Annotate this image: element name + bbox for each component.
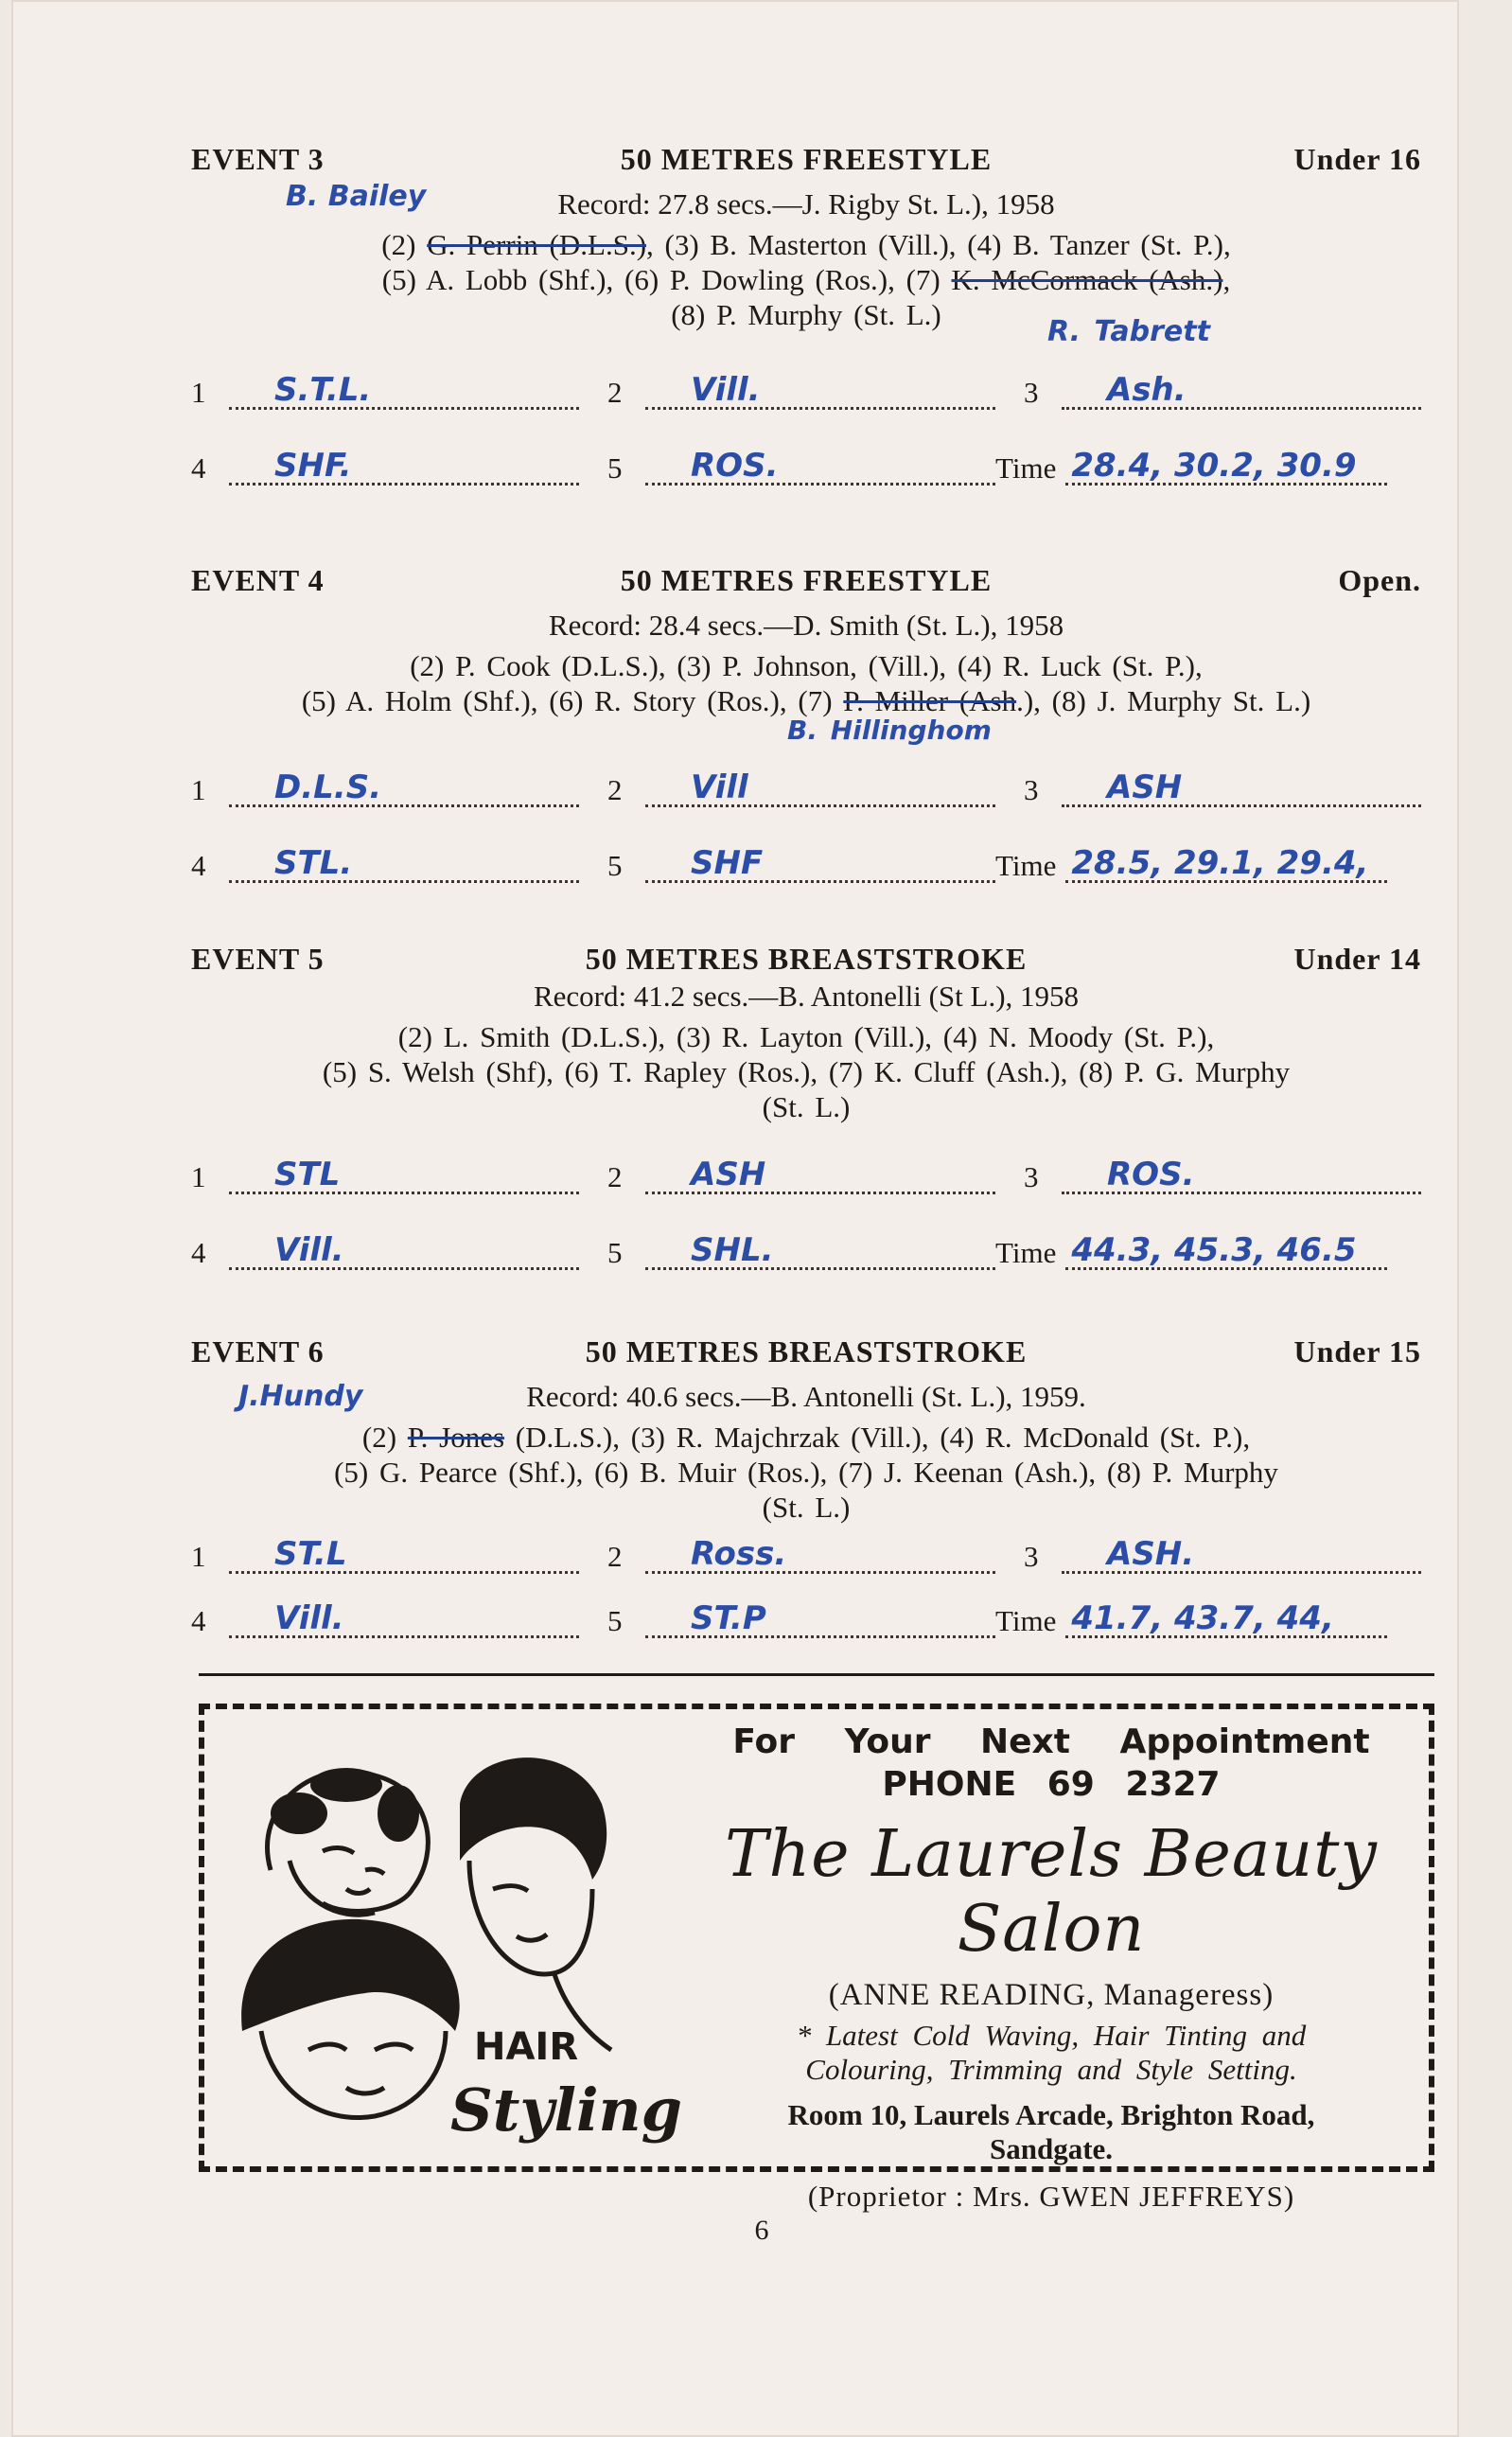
event-age-group: Under 14 — [1293, 942, 1421, 976]
event-age-group: Under 15 — [1293, 1334, 1421, 1369]
entrant-list — [191, 648, 1421, 746]
place-5-result: SHF — [691, 844, 764, 882]
entrant-line: (2) G. Perrin (D.L.S.), (3) B. Masterton (Vill.), (4) B. Tanzer (St. P.), — [381, 228, 1231, 261]
event-title: 50 METRES FREESTYLE — [620, 142, 993, 176]
event-number: EVENT 4 — [191, 563, 325, 597]
entrant-line: (2) P. Jones (D.L.S.), (3) R. Majchrzak (Vill.), (4) R. McDonald (St. P.), — [361, 1421, 1251, 1454]
entrant-line: (5) A. Lobb (Shf.), (6) P. Dowling (Ros.), (7) K. McCormack (Ash.), — [381, 263, 1231, 296]
ad-address: Room 10, Laurels Arcade, Brighton Road, Sandgate. — [787, 2098, 1315, 2165]
place-1-result: STL — [274, 1156, 341, 1193]
event-age-group: Open. — [1338, 563, 1421, 597]
event-6 — [191, 1334, 1421, 1655]
times-result: 28.4, 30.2, 30.9 — [1071, 447, 1357, 485]
place-3: 3 ROS. — [1024, 1156, 1421, 1194]
event-3 — [191, 142, 1421, 503]
divider-rule — [199, 1673, 1434, 1676]
program-page — [11, 0, 1459, 2437]
place-5-result: ROS. — [691, 447, 779, 485]
handwritten-correction: R. Tabrett — [1047, 315, 1210, 348]
ad-salon-name: The Laurels Beauty Salon — [725, 1817, 1378, 1967]
place-3: 3 ASH — [1024, 768, 1421, 807]
results-row-bottom — [191, 1591, 1421, 1655]
times-result: 44.3, 45.3, 46.5 — [1071, 1231, 1357, 1269]
event-number: EVENT 3 — [191, 142, 325, 176]
ad-heading: For Your Next Appointment — [732, 1722, 1370, 1761]
entrant-line: (8) P. Murphy (St. L.) R. Tabrett — [671, 298, 1210, 348]
hair-styling-illustration — [233, 1747, 682, 2145]
event-record: Record: 28.4 secs.—D. Smith (St. L.), 1958 — [548, 609, 1064, 642]
place-2-result: Vill. — [691, 371, 761, 409]
place-2: 2 Ross. — [607, 1535, 995, 1574]
results-row-bottom — [191, 824, 1421, 900]
entrant-line: (2) L. Smith (D.L.S.), (3) R. Layton (Vill.), (4) N. Moody (St. P.), — [397, 1020, 1215, 1053]
place-5-result: ST.P — [691, 1599, 766, 1637]
place-1: 1 ST.L — [191, 1535, 579, 1574]
times-result: 28.5, 29.1, 29.4, — [1071, 844, 1369, 882]
advertisement-text — [677, 1717, 1425, 2214]
correction-line — [191, 715, 1421, 746]
winning-times: Time 28.5, 29.1, 29.4, — [995, 844, 1387, 883]
struck-entrant: P. Jones — [407, 1421, 505, 1454]
place-1-result: S.T.L. — [274, 371, 372, 409]
ad-proprietor: (Proprietor : Mrs. GWEN JEFFREYS) — [807, 2180, 1295, 2213]
place-5-result: SHL. — [691, 1231, 774, 1269]
place-4: 4 Vill. — [191, 1231, 579, 1270]
place-2: 2 Vill. — [607, 371, 995, 410]
entrant-line: (St. L.) — [762, 1491, 851, 1524]
place-1: 1 D.L.S. — [191, 768, 579, 807]
entrant-list — [191, 1420, 1421, 1525]
event-number: EVENT 6 — [191, 1334, 325, 1369]
place-3-result: ASH — [1107, 768, 1183, 806]
struck-entrant: K. McCormack (Ash.) — [951, 263, 1223, 296]
place-2-result: Ross. — [691, 1535, 787, 1573]
event-5 — [191, 942, 1421, 1287]
entrant-line: (5) S. Welsh (Shf), (6) T. Rapley (Ros.), (7) K. Cluff (Ash.), (8) P. G. Murphy — [322, 1055, 1291, 1088]
place-5: 5 SHL. — [607, 1231, 995, 1270]
place-2: 2 ASH — [607, 1156, 995, 1194]
event-record — [191, 1380, 1421, 1420]
winning-times: Time 28.4, 30.2, 30.9 — [995, 447, 1387, 486]
entrant-list — [191, 227, 1421, 348]
event-record — [191, 180, 1421, 227]
place-5: 5 ST.P — [607, 1599, 995, 1638]
event-age-group: Under 16 — [1293, 142, 1421, 176]
place-1: 1 STL — [191, 1156, 579, 1194]
struck-entrant: G. Perrin (D.L.S.) — [427, 228, 647, 261]
place-3: 3 Ash. — [1024, 371, 1421, 410]
place-4-result: STL. — [274, 844, 353, 882]
place-5: 5 ROS. — [607, 447, 995, 486]
ad-phone: PHONE 69 2327 — [882, 1765, 1221, 1804]
event-header — [191, 942, 1421, 980]
place-3-result: ROS. — [1107, 1156, 1195, 1193]
times-result: 41.7, 43.7, 44, — [1071, 1599, 1334, 1637]
art-hair-label: HAIR — [474, 2025, 579, 2069]
salon-advertisement — [199, 1704, 1434, 2213]
place-2-result: ASH — [691, 1156, 766, 1193]
event-title: 50 METRES FREESTYLE — [620, 563, 993, 597]
entrant-list — [191, 1019, 1421, 1124]
place-3-result: Ash. — [1107, 371, 1187, 409]
art-styling-label: Styling — [450, 2075, 682, 2145]
ad-services: * Latest Cold Waving, Hair Tinting and Colouring, Trimming and Style Setting. — [796, 2019, 1307, 2086]
entrant-line: (5) G. Pearce (Shf.), (6) B. Muir (Ros.), (7) J. Keenan (Ash.), (8) P. Murphy — [334, 1456, 1278, 1489]
struck-entrant: P. Miller (Ash — [843, 684, 1017, 717]
place-4: 4 STL. — [191, 844, 579, 883]
place-2: 2 Vill — [607, 768, 995, 807]
place-1-result: ST.L — [274, 1535, 347, 1573]
place-4: 4 Vill. — [191, 1599, 579, 1638]
event-number: EVENT 5 — [191, 942, 325, 976]
place-3: 3 ASH. — [1024, 1535, 1421, 1574]
results-row-top — [191, 351, 1421, 427]
place-1: 1 S.T.L. — [191, 371, 579, 410]
place-2-result: Vill — [691, 768, 748, 806]
results-row-top — [191, 1525, 1421, 1591]
place-3-result: ASH. — [1107, 1535, 1195, 1573]
entrant-line: (5) A. Holm (Shf.), (6) R. Story (Ros.), (7) P. Miller (Ash.), (8) J. Murphy St. L.) — [301, 684, 1311, 717]
results-row-bottom — [191, 427, 1421, 503]
event-title: 50 METRES BREASTSTROKE — [585, 942, 1028, 976]
event-header — [191, 1334, 1421, 1380]
record-text: Record: 27.8 secs.—J. Rigby St. L.), 1958 — [557, 187, 1055, 221]
event-4 — [191, 563, 1421, 900]
place-4: 4 SHF. — [191, 447, 579, 486]
event-title: 50 METRES BREASTSTROKE — [585, 1334, 1028, 1369]
winning-times: Time 41.7, 43.7, 44, — [995, 1599, 1387, 1638]
place-5: 5 SHF — [607, 844, 995, 883]
entrant-line: (St. L.) — [762, 1090, 851, 1123]
handwritten-correction: B. Hillinghom — [787, 715, 992, 746]
event-record: Record: 41.2 secs.—B. Antonelli (St L.), 1958 — [533, 980, 1080, 1013]
page-number: 6 — [754, 2215, 769, 2246]
results-row-top — [191, 1136, 1421, 1211]
place-1-result: D.L.S. — [274, 768, 382, 806]
event-header — [191, 563, 1421, 609]
record-text: Record: 40.6 secs.—B. Antonelli (St. L.), 1959. — [526, 1380, 1086, 1413]
women-faces-icon — [233, 1747, 682, 2145]
handwritten-correction: B. Bailey — [286, 180, 427, 213]
place-4-result: Vill. — [274, 1599, 344, 1637]
handwritten-correction: J.Hundy — [238, 1380, 363, 1413]
ad-manager: (ANNE READING, Manageress) — [828, 1978, 1275, 2012]
results-row-top — [191, 749, 1421, 824]
results-row-bottom — [191, 1211, 1421, 1287]
winning-times: Time 44.3, 45.3, 46.5 — [995, 1231, 1387, 1270]
place-4-result: SHF. — [274, 447, 352, 485]
entrant-line: (2) P. Cook (D.L.S.), (3) P. Johnson, (Vill.), (4) R. Luck (St. P.), — [410, 649, 1203, 682]
place-4-result: Vill. — [274, 1231, 344, 1269]
